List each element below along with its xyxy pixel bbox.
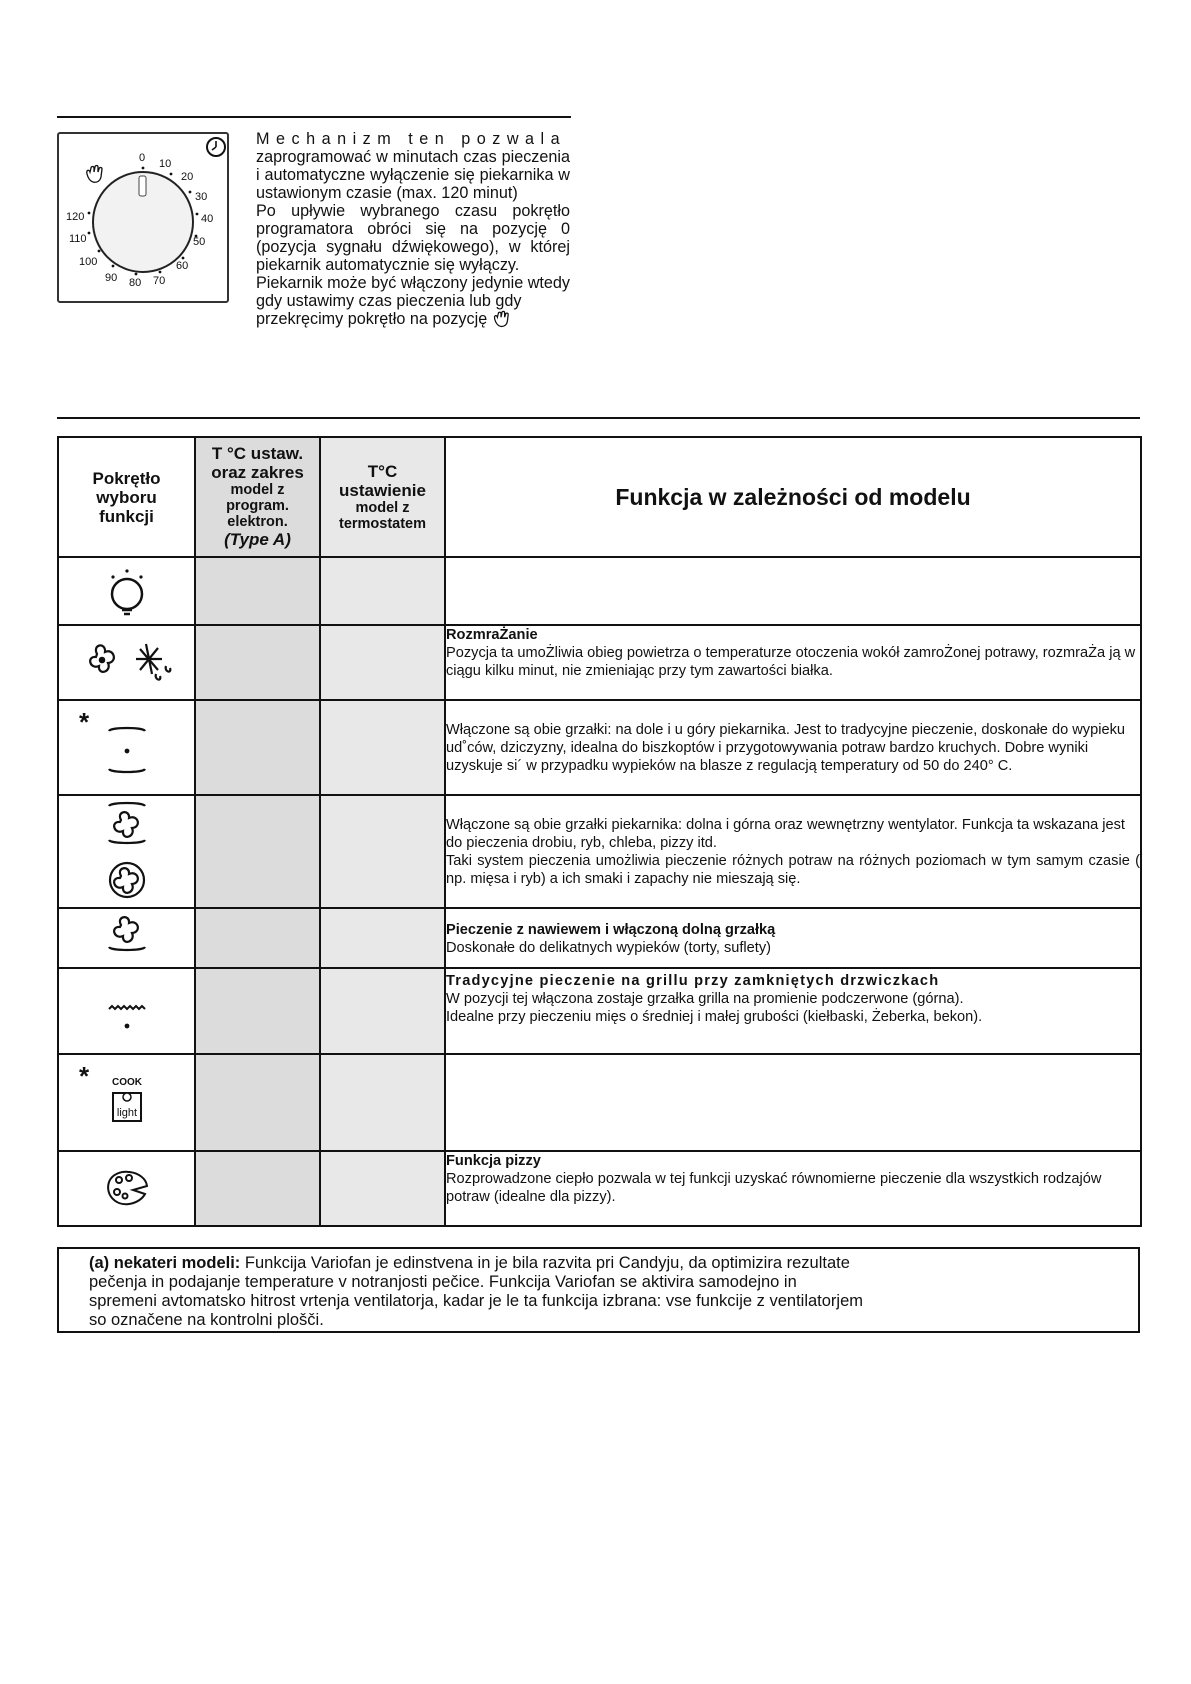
- table-row: [58, 557, 1141, 625]
- temp-thermostat-cell: [320, 625, 445, 700]
- row-icon-cell: [58, 1151, 195, 1226]
- dial-label: 30: [195, 191, 208, 203]
- dial-label: 60: [176, 260, 189, 272]
- table-row: [58, 968, 1141, 1054]
- dial-label: 50: [193, 236, 206, 248]
- temp-thermostat-cell: [320, 1054, 445, 1151]
- oven-functions-table: [57, 436, 1142, 1227]
- row-icon-cell: [58, 625, 195, 700]
- function-title: RozmraŻanie: [446, 627, 538, 643]
- description-cell: [445, 1054, 1141, 1151]
- description-cell: [445, 557, 1141, 625]
- dial-label: 90: [105, 272, 118, 284]
- fan-bottom-heat-icon: [97, 909, 157, 965]
- grill-icon: [97, 969, 157, 1049]
- temp-programmer-cell: [195, 795, 320, 908]
- function-text: Włączone są obie grzałki piekarnika: dolna i górna oraz wewnętrzny wentylator. Funkcja ta wskazana jest do pieczenia drobiu, ryb, chleba, pizzy itd.: [446, 816, 1125, 851]
- timer-knob: [93, 172, 193, 272]
- temp-thermostat-cell: [320, 700, 445, 795]
- function-text: Pozycja ta umoŻliwia obieg powietrza o temperaturze otoczenia wokół zamroŻonej potrawy, rozmraŻa ją w ciągu kilku minut, nie zmieniając przy tym zawartości białka.: [446, 645, 1136, 679]
- temp-programmer-cell: [195, 1151, 320, 1226]
- light-label: light: [116, 1107, 137, 1119]
- row-icon-cell: [58, 700, 195, 795]
- row-icon-cell: [58, 968, 195, 1054]
- clock-icon: [207, 138, 225, 156]
- temp-programmer-cell: [195, 968, 320, 1054]
- dial-label: 0: [139, 152, 146, 164]
- asterisk-mark: *: [79, 1061, 90, 1091]
- hand-icon: [492, 310, 510, 328]
- oven-lamp-icon: [97, 562, 157, 622]
- function-title: Tradycyjne pieczenie na grillu przy zamkniętych drzwiczkach: [446, 973, 940, 989]
- function-text: Rozprowadzone ciepło pozwala w tej funkcji uzyskać równomierne pieczenie dla wszystkich rodzajów potraw (idealne dla pizzy).: [446, 1171, 1102, 1205]
- timer-description: [256, 130, 570, 328]
- header-temp-programmer: T °C ustaw. oraz zakres model z program. elektron. (Type A): [195, 437, 320, 557]
- hand-icon: [87, 166, 102, 183]
- timer-para-3: Piekarnik może być włączony jedynie wtedy gdy ustawimy czas pieczenia lub gdy przekręcimy pokrętło na pozycję: [256, 274, 570, 328]
- temp-programmer-cell: [195, 625, 320, 700]
- top-rule: [57, 116, 571, 118]
- asterisk-mark: *: [79, 707, 90, 737]
- dial-label: 40: [201, 213, 214, 225]
- table-row: [58, 700, 1141, 795]
- temp-thermostat-cell: [320, 557, 445, 625]
- top-bottom-heat-icon: [97, 713, 157, 783]
- table-row: [58, 1054, 1141, 1151]
- fan-heat-icon: [97, 796, 157, 906]
- header-function-description: Funkcja w zależności od modelu: [445, 437, 1141, 557]
- dial-label: 100: [79, 256, 98, 268]
- timer-para-2: Po upływie wybranego czasu pokrętło programatora obróci się na pozycję 0 (pozycja sygnału dźwiękowego), w której piekarnik automatycznie się wyłączy.: [256, 202, 570, 274]
- fan-defrost-icon: [72, 634, 182, 694]
- function-text: Doskonałe do delikatnych wypieków (torty, suflety): [446, 940, 771, 956]
- function-text: Włączone są obie grzałki: na dole i u góry piekarnika. Jest to tradycyjne pieczenie, doskonałe do wypieku ud˚ców, dziczyzny, idealna do biszkoptów i przygotowywania potraw bardzo kruchych. Dobre wyniki uzyskuje si´ w przypadku wypieków na blasze z regulacją temperatury od 50 do 240° C.: [446, 721, 1125, 774]
- table-row: [58, 908, 1141, 968]
- temp-programmer-cell: [195, 557, 320, 625]
- dial-label: 110: [69, 233, 87, 245]
- temp-thermostat-cell: [320, 968, 445, 1054]
- function-title: Pieczenie z nawiewem i włączoną dolną grzałką: [446, 922, 776, 938]
- dial-label: 20: [181, 171, 194, 183]
- header-function-knob: Pokrętło wyboru funkcji: [58, 437, 195, 557]
- description-cell: [445, 700, 1141, 795]
- cook-light-icon: [97, 1063, 157, 1143]
- function-text: Taki system pieczenia umożliwia pieczenie różnych potraw na różnych poziomach w tym samym czasie ( np. mięsa i ryb) a ich smaki i zapachy nie mieszają się.: [446, 852, 1140, 887]
- variofan-note: [57, 1247, 1140, 1333]
- table-row: [58, 795, 1141, 908]
- table-row: [58, 1151, 1141, 1226]
- dial-label: 70: [153, 275, 166, 287]
- function-text: W pozycji tej włączona zostaje grzałka grilla na promienie podczerwone (górna). Idealne przy pieczeniu mięs o średniej i małej grubości (kiełbaski, Żeberka, bekon).: [446, 991, 983, 1025]
- timer-para-1-rest: zaprogramować w minutach czas pieczenia i automatyczne wyłączenie się piekarnika w ustawionym czasie (max. 120 minut): [256, 148, 570, 202]
- row-icon-cell: [58, 795, 195, 908]
- dial-label: 120: [66, 211, 85, 223]
- row-icon-cell: [58, 1054, 195, 1151]
- cook-label: COOK: [111, 1077, 142, 1088]
- temp-programmer-cell: [195, 908, 320, 968]
- description-cell: [445, 625, 1141, 700]
- note-label: (a) nekateri modeli:: [89, 1254, 241, 1272]
- temp-thermostat-cell: [320, 795, 445, 908]
- description-cell: [445, 968, 1141, 1054]
- section-rule: [57, 417, 1140, 419]
- row-icon-cell: [58, 908, 195, 968]
- temp-thermostat-cell: [320, 908, 445, 968]
- dial-label: 10: [159, 158, 172, 170]
- timer-dial-illustration: [57, 132, 229, 303]
- note-text: Funkcija Variofan je edinstvena in je bila razvita pri Candyju, da optimizira rezultate pečenja in podajanje temperature v notranjosti pečice. Funkcija Variofan se aktivira samodejno in spremeni avtomatsko hitrost vrtenja ventilatorja, kadar je le ta funkcija izbrana: vse funkcije z ventilatorjem so označene na kontrolni plošči.: [89, 1254, 864, 1329]
- dial-label: 80: [129, 277, 142, 289]
- row-icon-cell: [58, 557, 195, 625]
- function-title: Funkcja pizzy: [446, 1153, 541, 1169]
- header-temp-thermostat: T°C ustawienie model z termostatem: [320, 437, 445, 557]
- timer-para-1: Mechanizm ten pozwala: [256, 130, 567, 148]
- temp-programmer-cell: [195, 1054, 320, 1151]
- pizza-icon: [97, 1156, 157, 1222]
- description-cell: [445, 1151, 1141, 1226]
- description-cell: [445, 908, 1141, 968]
- table-row: [58, 625, 1141, 700]
- description-cell: [445, 795, 1141, 908]
- temp-programmer-cell: [195, 700, 320, 795]
- temp-thermostat-cell: [320, 1151, 445, 1226]
